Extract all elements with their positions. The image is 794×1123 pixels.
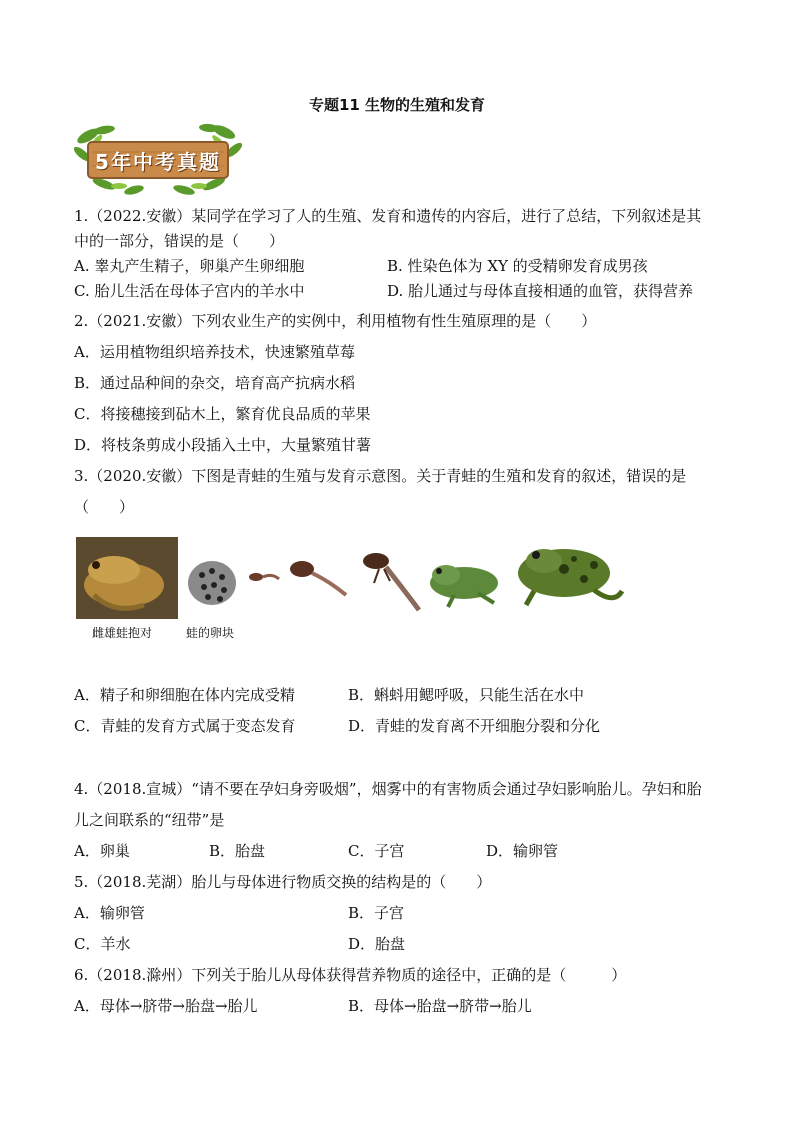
question-4-stem-line-1: 4.（2018.宣城）“请不要在孕妇身旁吸烟”，烟雾中的有害物质会通过孕妇影响胎儿。孕妇和胎: [74, 780, 702, 798]
question-4-option-b: B．胎盘: [209, 842, 266, 860]
page-title: 专题11 生物的生殖和发育: [308, 96, 486, 114]
figure-caption-egg-mass: 蛙的卵块: [186, 626, 235, 640]
question-1-option-a: A. 睾丸产生精子，卵巢产生卵细胞: [74, 257, 305, 275]
question-2-option-a: A．运用植物组织培养技术，快速繁殖草莓: [74, 343, 355, 361]
question-6-stem: 6.（2018.滁州）下列关于胎儿从母体获得营养物质的途径中，正确的是（ ）: [74, 966, 627, 984]
exam-banner: [74, 122, 242, 196]
question-5-option-b: B．子宫: [348, 904, 405, 922]
question-1-stem-line-1: 1.（2022.安徽）某同学在学习了人的生殖、发育和遗传的内容后，进行了总结，下列叙述是其: [74, 207, 702, 225]
question-5-option-d: D．胎盘: [348, 935, 406, 953]
question-1-option-b: B. 性染色体为 XY 的受精卵发育成男孩: [387, 257, 648, 275]
question-1-option-c: C. 胎儿生活在母体子宫内的羊水中: [74, 282, 305, 300]
question-3-option-b: B．蝌蚪用鳃呼吸，只能生活在水中: [348, 686, 585, 704]
question-5-option-c: C．羊水: [74, 935, 131, 953]
question-5-stem: 5.（2018.芜湖）胎儿与母体进行物质交换的结构是的（ ）: [74, 873, 492, 891]
question-4-option-d: D．输卵管: [486, 842, 559, 860]
question-1-option-d: D. 胎儿通过与母体直接相通的血管，获得营养: [387, 282, 694, 300]
question-3-stem-line-2: （ ）: [74, 498, 135, 516]
question-3-option-c: C．青蛙的发育方式属于变态发育: [74, 717, 296, 735]
question-4-option-c: C．子宫: [348, 842, 405, 860]
question-1-stem-line-2: 中的一部分，错误的是（ ）: [74, 232, 285, 250]
figure-caption-amplexus: 雌雄蛙抱对: [92, 626, 153, 640]
question-4-option-a: A．卵巢: [74, 842, 130, 860]
frog-life-cycle-figure: [74, 535, 634, 645]
question-4-stem-line-2: 儿之间联系的“纽带”是: [74, 811, 225, 829]
question-2-option-d: D．将枝条剪成小段插入土中，大量繁殖甘薯: [74, 436, 372, 454]
banner-text: 5年中考真题: [95, 150, 221, 174]
question-6-option-b: B．母体→胎盘→脐带→胎儿: [348, 997, 532, 1015]
question-2-stem: 2.（2021.安徽）下列农业生产的实例中，利用植物有性生殖原理的是（ ）: [74, 312, 597, 330]
question-3-option-d: D．青蛙的发育离不开细胞分裂和分化: [348, 717, 601, 735]
frog-life-cycle-illustration: [74, 535, 634, 625]
question-6-option-a: A．母体→脐带→胎盘→胎儿: [74, 997, 258, 1015]
question-2-option-b: B．通过品种间的杂交，培育高产抗病水稻: [74, 374, 356, 392]
question-5-option-a: A．输卵管: [74, 904, 145, 922]
question-3-option-a: A．精子和卵细胞在体内完成受精: [74, 686, 295, 704]
question-3-stem-line-1: 3.（2020.安徽）下图是青蛙的生殖与发育示意图。关于青蛙的生殖和发育的叙述，错误的是: [74, 467, 687, 485]
question-2-option-c: C．将接穗接到砧木上，繁育优良品质的苹果: [74, 405, 371, 423]
